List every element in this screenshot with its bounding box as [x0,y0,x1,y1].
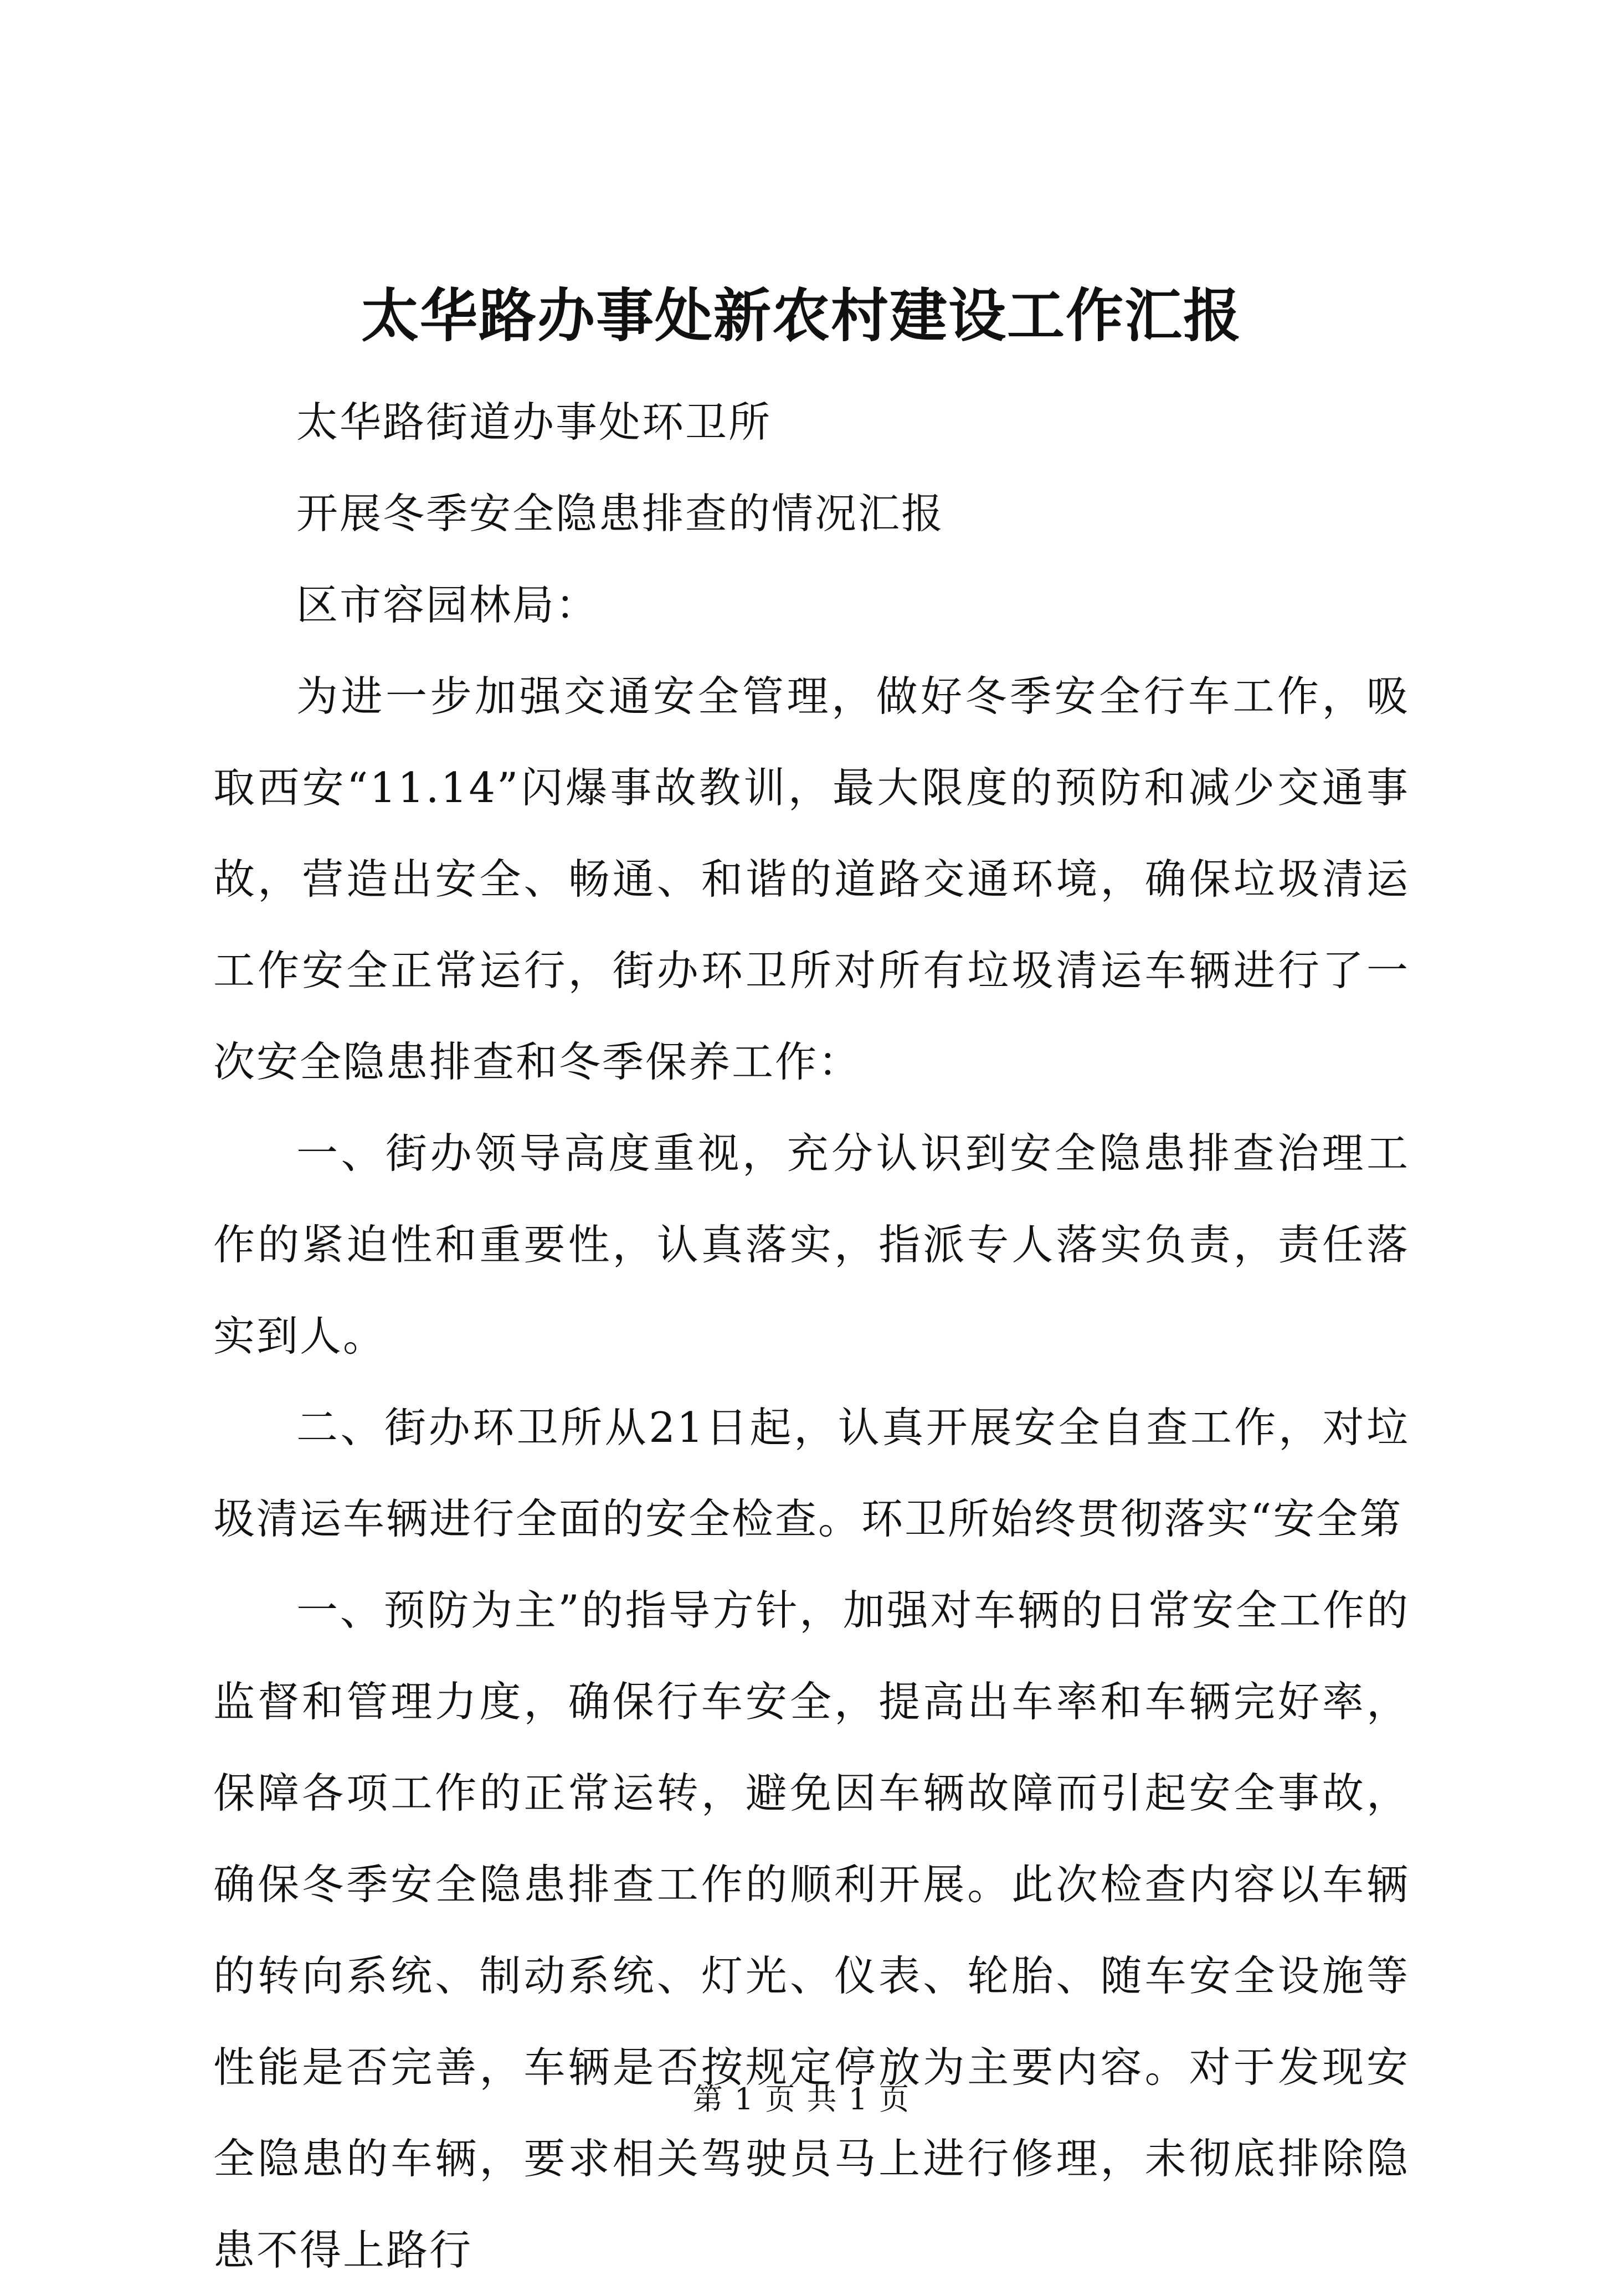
paragraph-intro: 为进一步加强交通安全管理，做好冬季安全行车工作，吸取西安“11.14”闪爆事故教训，最大限度的预防和减少交通事故，营造出安全、畅通、和谐的道路交通环境，确保垃圾清运工作安全正常运行，街办环卫所对所有垃圾清运车辆进行了一次安全隐患排查和冬季保养工作： [213,672,1410,1086]
paragraph-point-one: 一、街办领导高度重视，充分认识到安全隐患排查治理工作的紧迫性和重要性，认真落实，指派专人落实负责，责任落实到人。 [213,1129,1410,1360]
page-footer: 第 1 页 共 1 页 [692,2082,911,2117]
paragraph-sender: 太华路街道办事处环卫所 [296,398,772,446]
paragraph-point-two: 二、街办环卫所从21日起，认真开展安全自查工作，对垃圾清运车辆进行全面的安全检查。环卫所始终贯彻落实“安全第 [213,1403,1410,1543]
paragraph-subject: 开展冬季安全隐患排查的情况汇报 [296,489,945,538]
document-body [213,377,1410,2296]
paragraph-recipient: 区市容园林局： [296,581,599,629]
paragraph-point-two-continued: 一、预防为主”的指导方针，加强对车辆的日常安全工作的监督和管理力度，确保行车安全，提高出车率和车辆完好率，保障各项工作的正常运转，避免因车辆故障而引起安全事故，确保冬季安全隐患排查工作的顺利开展。此次检查内容以车辆的转向系统、制动系统、灯光、仪表、轮胎、随车安全设施等性能是否完善，车辆是否按规定停放为主要内容。对于发现安全隐患的车辆，要求相关驾驶员马上进行修理，未彻底排除隐患不得上路行 [213,1586,1410,2274]
document-title: 太华路办事处新农村建设工作汇报 [361,281,1242,350]
